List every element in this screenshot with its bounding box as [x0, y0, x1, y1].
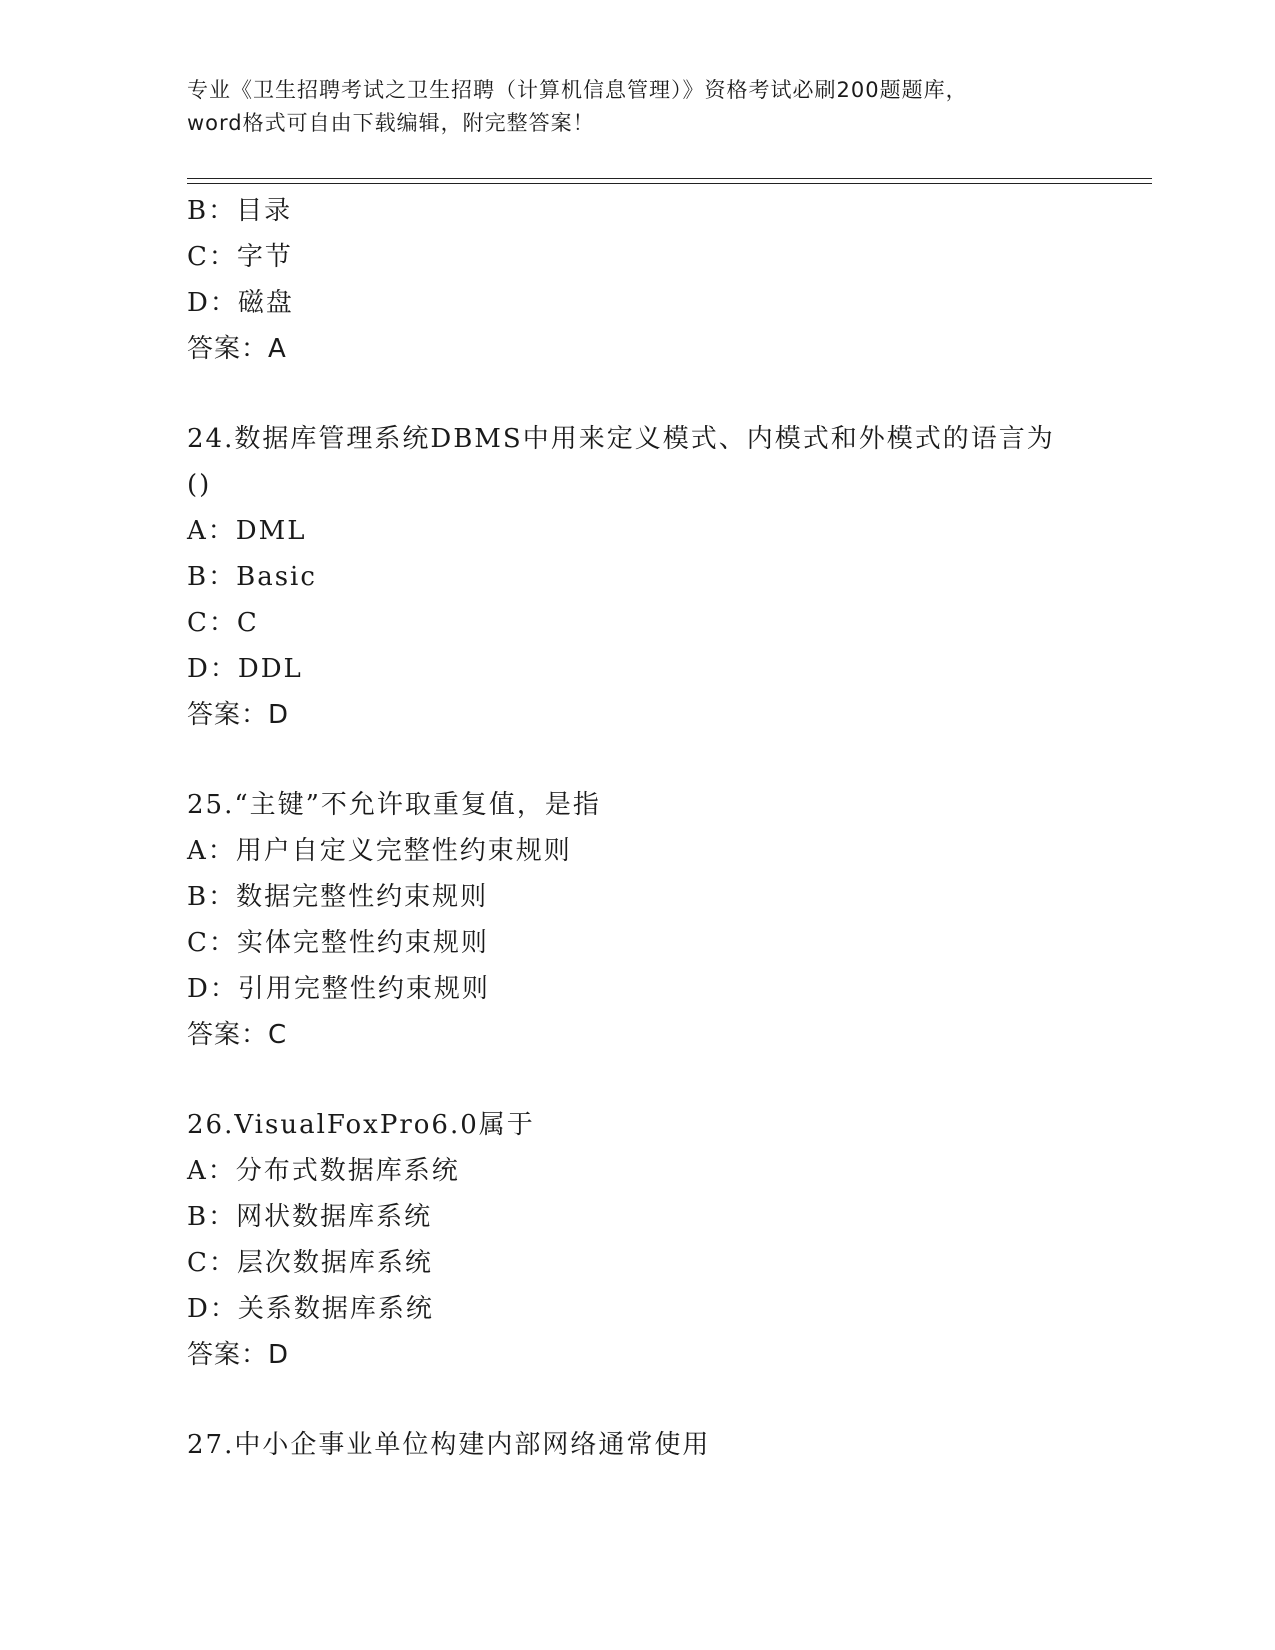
option-d: D：引用完整性约束规则 — [187, 974, 490, 1004]
option-b: B：Basic — [187, 562, 317, 592]
option-a: A：DML — [187, 516, 307, 546]
option-d: D：DDL — [187, 654, 303, 684]
option-c: C：实体完整性约束规则 — [187, 928, 489, 958]
answer-label: 答案：D — [187, 700, 290, 730]
question-24 — [187, 416, 1087, 738]
answer-label: 答案：C — [187, 1020, 288, 1050]
header-divider-bottom — [187, 183, 1152, 184]
option-d: D：磁盘 — [187, 288, 294, 318]
document-header — [187, 74, 1087, 140]
question-stem: 27.中小企事业单位构建内部网络通常使用 — [187, 1430, 711, 1460]
header-line-1: 专业《卫生招聘考试之卫生招聘（计算机信息管理）》资格考试必刷200题题库， — [187, 78, 968, 102]
question-27 — [187, 1422, 1087, 1468]
option-b: B：数据完整性约束规则 — [187, 882, 489, 912]
question-stem-continued: () — [187, 470, 212, 500]
answer-label: 答案：A — [187, 334, 287, 364]
question-stem: 25.“主键”不允许取重复值，是指 — [187, 790, 601, 820]
question-list — [187, 188, 1087, 1468]
option-a: A：用户自定义完整性约束规则 — [187, 836, 572, 866]
option-c: C：层次数据库系统 — [187, 1248, 433, 1278]
question-stem: 26.VisualFoxPro6.0属于 — [187, 1110, 535, 1140]
question-25 — [187, 782, 1087, 1058]
question-stem: 24.数据库管理系统DBMS中用来定义模式、内模式和外模式的语言为 — [187, 424, 1055, 454]
option-c: C：字节 — [187, 242, 293, 272]
question-26 — [187, 1102, 1087, 1378]
option-a: A：分布式数据库系统 — [187, 1156, 460, 1186]
header-line-2: word格式可自由下载编辑，附完整答案！ — [187, 111, 595, 135]
option-d: D：关系数据库系统 — [187, 1294, 434, 1324]
option-b: B：目录 — [187, 196, 293, 226]
answer-label: 答案：D — [187, 1340, 290, 1370]
question-23-continued — [187, 188, 1087, 372]
option-b: B：网状数据库系统 — [187, 1202, 433, 1232]
header-divider-top — [187, 178, 1152, 179]
option-c: C：C — [187, 608, 259, 638]
